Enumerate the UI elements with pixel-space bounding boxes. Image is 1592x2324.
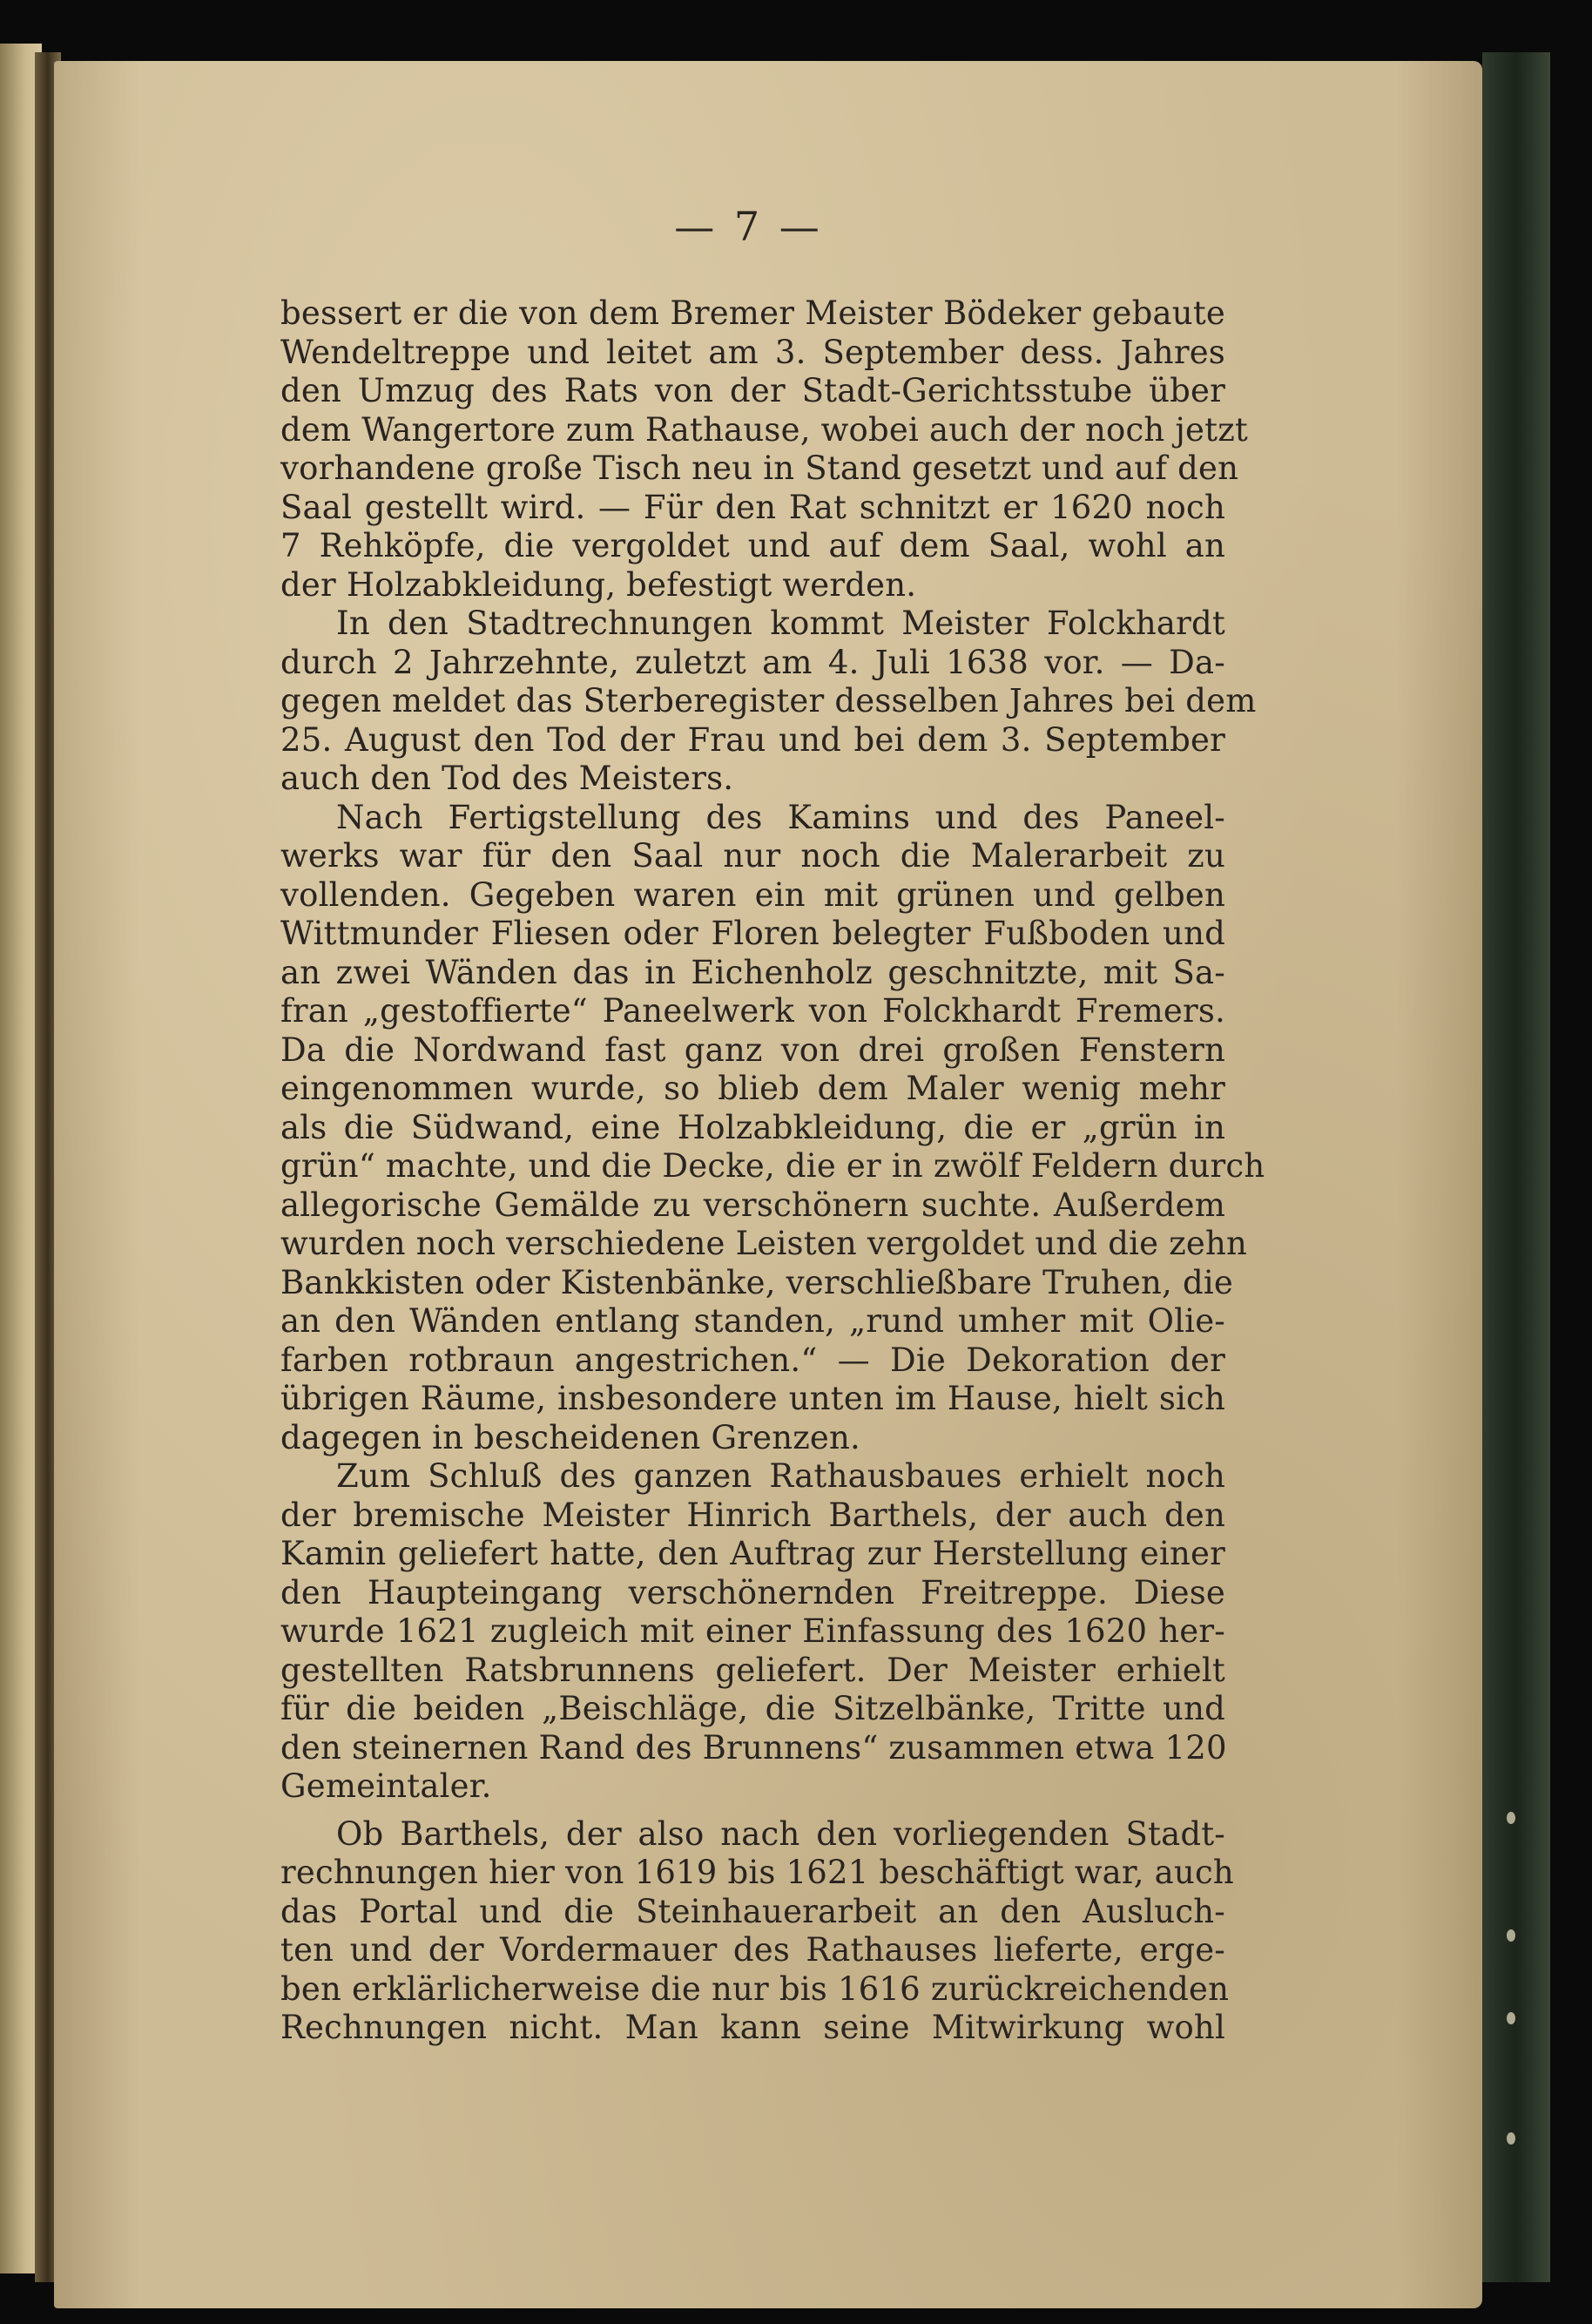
text-line: Kamin geliefert hatte, den Auftrag zur Herstellung einer [280,1535,1225,1572]
text-line: ben erklärlicherweise die nur bis 1616 zurückreichenden [280,1969,1230,2008]
text-line: Nach Fertigstellung des Kamins und des Paneel- [336,798,1225,836]
text-line: ten und der Vordermauer des Rathauses lieferte, erge- [280,1931,1225,1969]
text-line: Da die Nordwand fast ganz von drei großen Fenstern [280,1030,1225,1069]
text-line: vollenden. Gegeben waren ein mit grünen und gelben [280,875,1225,914]
text-line: Rechnungen nicht. Man kann seine Mitwirkung wohl [280,2009,1225,2046]
text-line: für die beiden „Beischläge, die Sitzelbänke, Tritte und [280,1690,1225,1727]
text-line: gegen meldet das Sterberegister desselben Jahres bei dem [280,682,1257,719]
paragraph [280,798,1265,1458]
text-line: eingenommen wurde, so blieb dem Maler wenig mehr [280,1070,1225,1107]
text-line: dagegen in bescheidenen Grenzen. [280,1418,861,1456]
text-line: Wittmunder Fliesen oder Floren belegter Fußboden und [280,915,1225,952]
text-line: der Holzabkleidung, befestigt werden. [280,565,917,604]
text-line: farben rotbraun angestrichen.“ — Die Dekoration der [280,1341,1225,1379]
text-line: den steinernen Rand des Brunnens“ zusammen etwa 120 [280,1728,1227,1767]
text-line: Saal gestellt wird. — Für den Rat schnitzt er 1620 noch [280,488,1225,526]
text-line: fran „gestoffierte“ Paneelwerk von Folckhardt Fremers. [280,992,1225,1030]
text-line: 25. August den Tod der Frau und bei dem 3. September [280,720,1225,759]
book-cover-edge [1482,52,1550,2282]
text-line: In den Stadtrechnungen kommt Meister Folckhardt [336,605,1225,642]
paragraph [280,605,1257,799]
paragraph [280,1814,1234,2048]
spine-mark [1507,1929,1515,1942]
text-line: werks war für den Saal nur noch die Malerarbeit zu [280,837,1225,875]
paragraph [280,1457,1225,1807]
text-line: an den Wänden entlang standen, „rund umher mit Olie- [280,1302,1225,1340]
spine-mark [1507,2012,1515,2024]
spine-mark [1507,2132,1515,2145]
text-line: als die Südwand, eine Holzabkleidung, die er „grün in [280,1108,1225,1146]
text-line: auch den Tod des Meisters. [280,760,734,797]
text-line: den Haupteingang verschönernden Freitreppe. Diese [280,1573,1225,1611]
text-line: gestellten Ratsbrunnens geliefert. Der Meister erhielt [280,1651,1225,1689]
text-line: Zum Schluß des ganzen Rathausbaues erhielt noch [336,1457,1225,1495]
text-line: den Umzug des Rats von der Stadt-Gerichtsstube über [280,372,1225,409]
text-line: Wendeltreppe und leitet am 3. September dess. Jahres [280,333,1225,371]
text-line: rechnungen hier von 1619 bis 1621 beschäftigt war, auch [280,1854,1234,1891]
paragraph-gap [280,1807,1225,1815]
paragraph [280,294,1248,605]
text-line: das Portal und die Steinhauerarbeit an den Ausluch- [280,1892,1225,1930]
text-line: Ob Barthels, der also nach den vorliegenden Stadt- [336,1814,1225,1853]
text-line: allegorische Gemälde zu verschönern suchte. Außerdem [280,1186,1225,1224]
text-line: bessert er die von dem Bremer Meister Bödeker gebaute [280,294,1225,332]
text-line: der bremische Meister Hinrich Barthels, der auch den [280,1496,1225,1534]
text-line: vorhandene große Tisch neu in Stand gesetzt und auf den [280,449,1239,487]
page-number: — 7 — [674,203,823,250]
text-line: Bankkisten oder Kistenbänke, verschließbare Truhen, die [280,1263,1233,1301]
text-line: grün“ machte, und die Decke, die er in zwölf Feldern durch [280,1147,1265,1185]
spine-mark [1507,1812,1515,1824]
text-line: an zwei Wänden das in Eichenholz geschnitzte, mit Sa- [280,953,1225,991]
text-line: Gemeintaler. [280,1767,492,1805]
text-line: wurde 1621 zugleich mit einer Einfassung des 1620 her- [280,1612,1225,1650]
text-line: durch 2 Jahrzehnte, zuletzt am 4. Juli 1638 vor. — Da- [280,643,1225,681]
text-line: übrigen Räume, insbesondere unten im Hause, hielt sich [280,1380,1225,1417]
page-text-block [280,202,1265,2048]
text-line: dem Wangertore zum Rathause, wobei auch der noch jetzt [280,410,1248,449]
text-line: wurden noch verschiedene Leisten vergoldet und die zehn [280,1225,1248,1262]
text-line: 7 Rehköpfe, die vergoldet und auf dem Saal, wohl an [280,527,1225,564]
